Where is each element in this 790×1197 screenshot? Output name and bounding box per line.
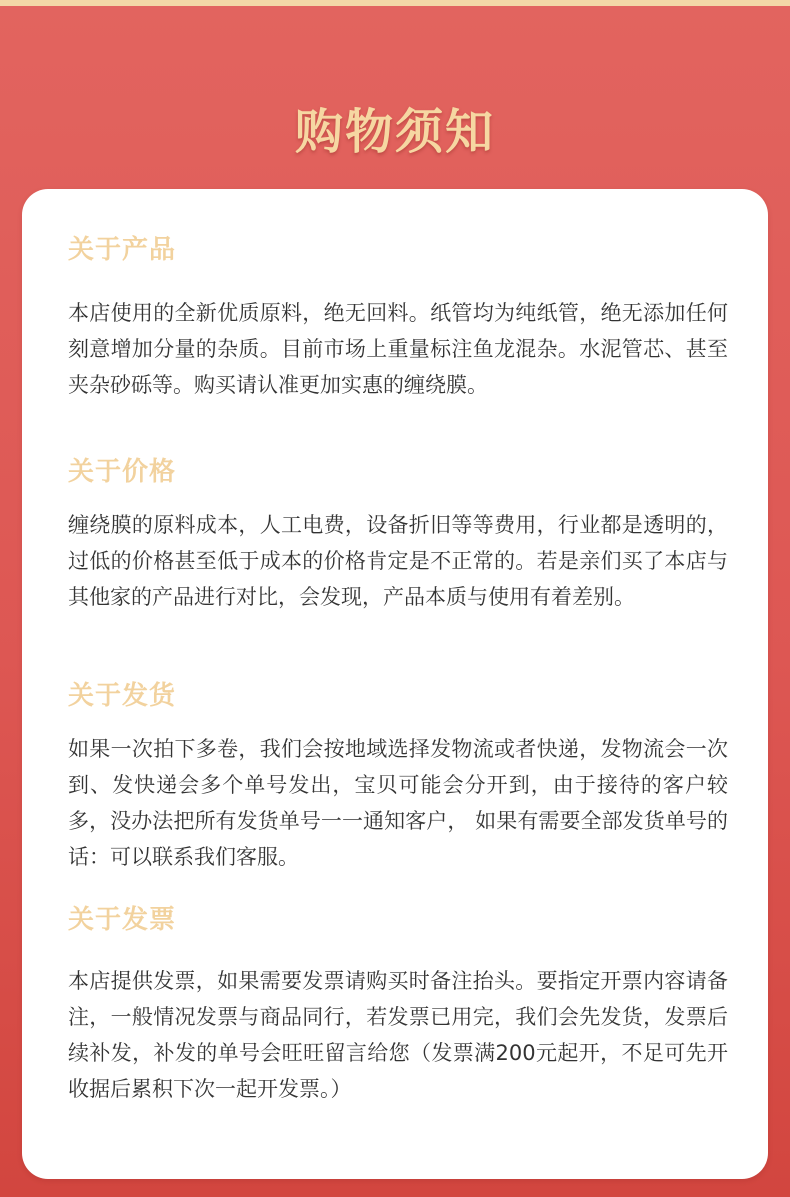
section-title-price: 关于价格 bbox=[68, 457, 177, 487]
section-text-price: 缠绕膜的原料成本，人工电费，设备折旧等等费用，行业都是透明的，过低的价格甚至低于成本的价格肯定是不正常的。若是亲们买了本店与其他家的产品进行对比，会发现，产品本质与使用有着差别。 bbox=[68, 513, 728, 609]
section-title-shipping: 关于发货 bbox=[68, 681, 177, 711]
top-accent-line bbox=[0, 0, 790, 6]
section-text-product: 本店使用的全新优质原料，绝无回料。纸管均为纯纸管，绝无添加任何刻意增加分量的杂质。目前市场上重量标注鱼龙混杂。水泥管芯、甚至夹杂砂砾等。购买请认准更加实惠的缠绕膜。 bbox=[68, 301, 728, 397]
section-title-product: 关于产品 bbox=[68, 235, 177, 265]
section-text-invoice: 本店提供发票，如果需要发票请购买时备注抬头。要指定开票内容请备注，一般情况发票与商品同行，若发票已用完，我们会先发货，发票后续补发，补发的单号会旺旺留言给您（发票满200元起开，不足可先开收据后累积下次一起开发票。） bbox=[68, 969, 728, 1101]
section-text-shipping: 如果一次拍下多卷，我们会按地域选择发物流或者快递，发物流会一次到、发快递会多个单号发出，宝贝可能会分开到，由于接待的客户较多，没办法把所有发货单号一一通知客户， 如果有需要全部发货单号的话：可以联系我们客服。 bbox=[68, 737, 728, 869]
page-title: 购物须知 bbox=[294, 104, 495, 161]
section-title-invoice: 关于发票 bbox=[68, 905, 177, 935]
shopping-notice-card bbox=[22, 189, 768, 1179]
